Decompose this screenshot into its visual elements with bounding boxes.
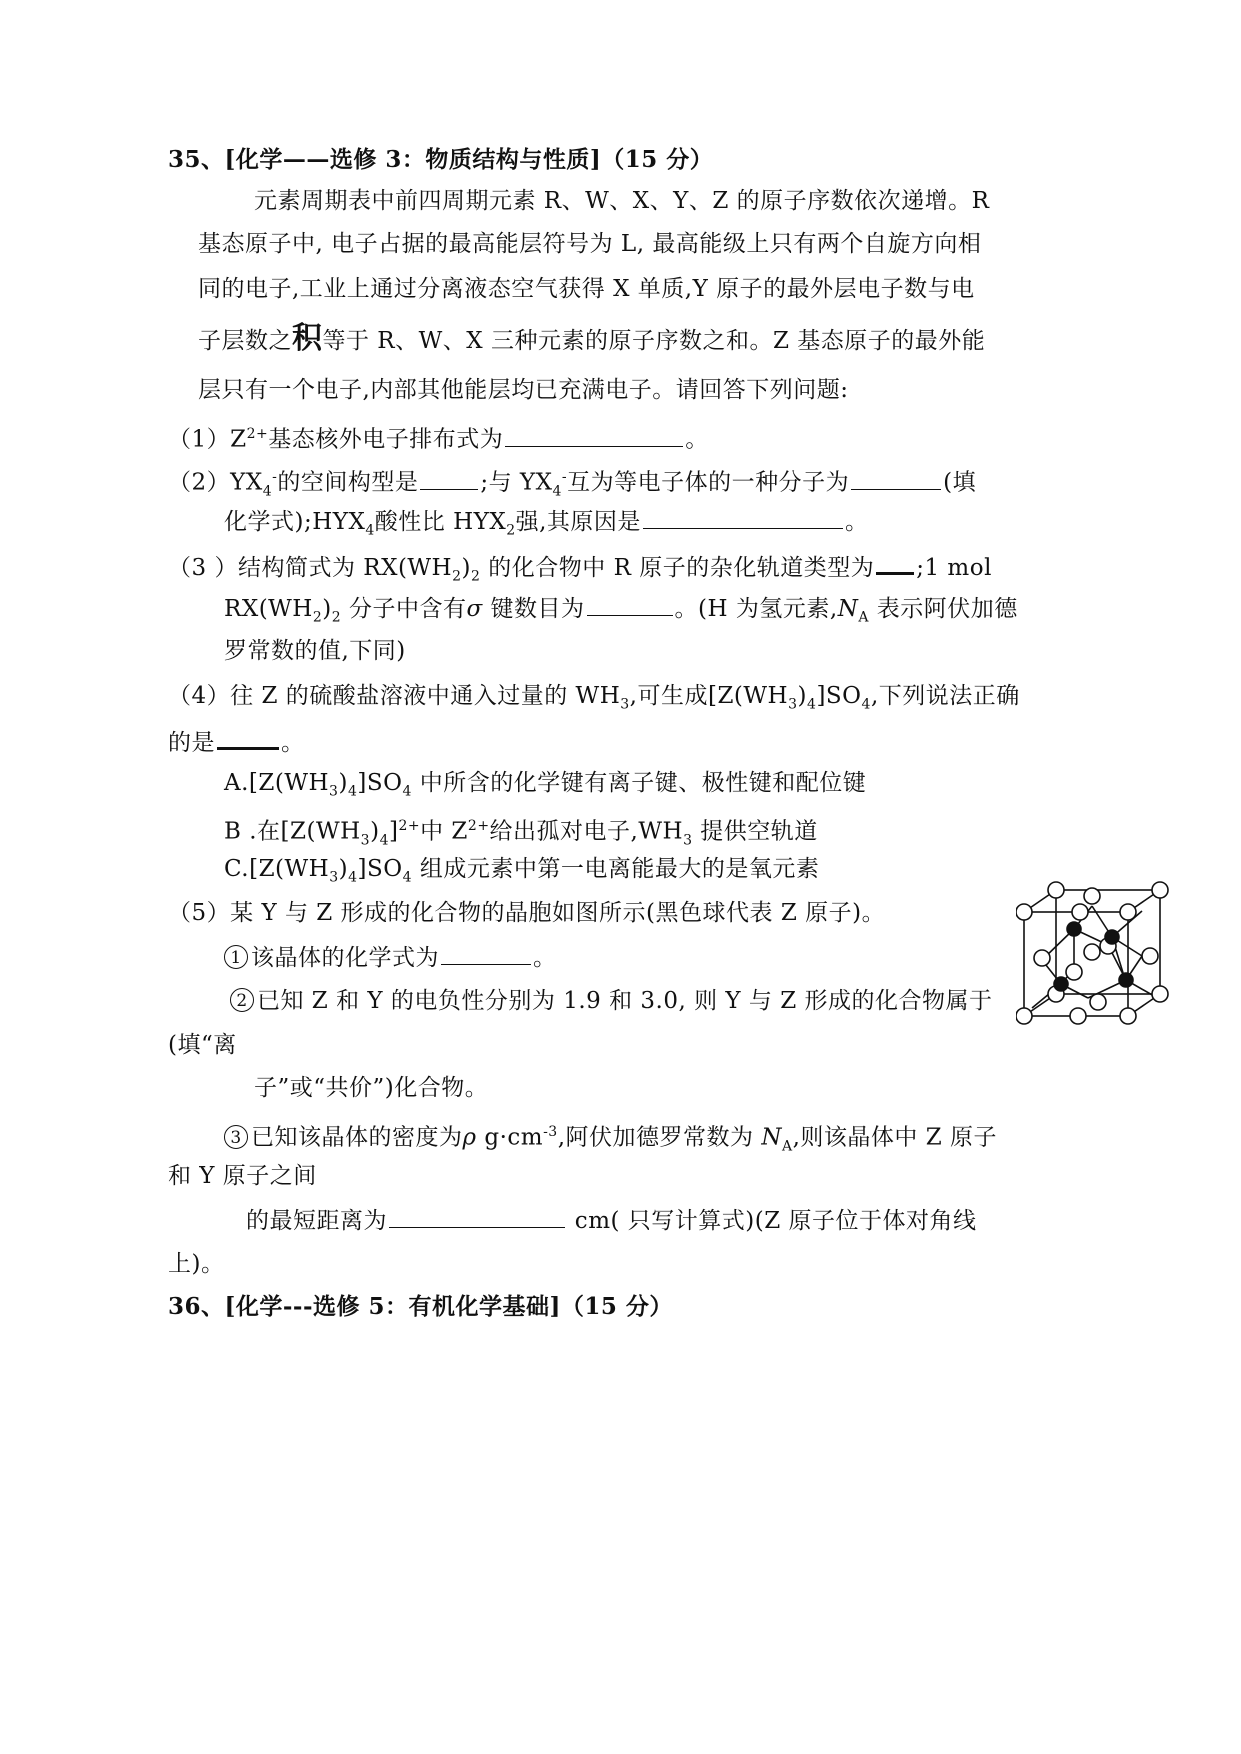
circled-number-1: 1 [224, 945, 248, 969]
answer-blank-2b[interactable] [851, 467, 941, 490]
answer-blank-2c[interactable] [643, 506, 843, 529]
part-5-sub-2-line-2: (填“离 [168, 1032, 237, 1058]
part-2-line-2: 化学式)$;HYX_4$酸性比 $HYX_2$强,其原因是 。 [224, 506, 868, 546]
intro-line-1: 元素周期表中前四周期元素 R、W、X、Y、Z 的原子序数依次递增。R [254, 188, 990, 214]
part-1: $(1)Z^{2+}$基态核外电子排布式为 。 [168, 419, 709, 455]
part-4-line-1: （4）往 Z 的硫酸盐溶液中通入过量的 $WH_3$,可生成$[Z(WH_3)_4]SO_4$,下列说法正确 [168, 683, 1020, 713]
answer-blank-5a[interactable] [441, 942, 531, 965]
question-35-title: 35、[化学——选修 3：物质结构与性质]（15 分） [168, 146, 714, 173]
part-5-sub-2-line-3: 子”或“共价”)化合物。 [254, 1075, 489, 1101]
answer-blank-4[interactable] [217, 725, 279, 750]
part-2-line-1: $(2)YX_4^-$的空间构型是 ;与 $YX_4^-$互为等电子体的一种分子为 (填 [168, 462, 976, 506]
answer-blank-1[interactable] [505, 424, 683, 447]
part-3-line-1: （3 ）结构简式为 $RX(WH_2)_2$ 的化合物中 R 原子的杂化轨道类型为 ;1 mol [168, 550, 992, 592]
question-36-title: 36、[化学---选修 5：有机化学基础]（15 分） [168, 1293, 673, 1320]
crystal-cell-figure [1016, 880, 1174, 1030]
answer-blank-3b[interactable] [587, 593, 673, 616]
circled-number-2: 2 [230, 988, 254, 1012]
part-5-sub-3-line-2: 和 Y 原子之间 [168, 1163, 317, 1189]
part-5-sub-1: 1 该晶体的化学式为 。 [224, 942, 557, 973]
part-5-sub-2: 2 已知 Z 和 Y 的电负性分别为 1.9 和 3.0, 则 Y 与 Z 形成的化合物属于 [230, 986, 993, 1016]
intro-line-5: 层只有一个电子,内部其他能层均已充满电子。请回答下列问题: [198, 377, 849, 403]
part-5-sub-3-line-3: 的最短距离为 cm( 只写计算式)(Z 原子位于体对角线 [246, 1205, 977, 1236]
intro-line-3: 同的电子,工业上通过分离液态空气获得 X 单质,Y 原子的最外层电子数与电 [198, 276, 975, 302]
answer-blank-5c[interactable] [389, 1205, 565, 1228]
answer-blank-2a[interactable] [420, 467, 478, 490]
part-3-line-2: $RX(WH_2)_2$ 分子中含有σ 键数目为 。(H 为氢元素$,N_A$ 表示阿伏加德 [224, 593, 1018, 633]
answer-blank-3a[interactable] [876, 550, 914, 575]
part-3-line-3: 罗常数的值,下同) [224, 638, 406, 664]
option-b: B .在$[Z(WH_3)_4]^{2+}$中 $Z^{2+}$给出孤对电子$,WH_3$ 提供空轨道 [224, 818, 818, 849]
part-5-sub-3-line-4: 上)。 [168, 1251, 225, 1277]
part-5-sub-3: 3 已知该晶体的密度为ρ $g\cdot cm^{-3}$,阿伏加德罗常数为 $N_A$,则该晶体中 Z 原子 [224, 1117, 997, 1161]
part-5-line-1: （5）某 Y 与 Z 形成的化合物的晶胞如图所示(黑色球代表 Z 原子)。 [168, 900, 886, 926]
circled-number-3: 3 [224, 1125, 248, 1149]
part-4-line-2: 的是 。 [168, 725, 305, 758]
option-a: $A.[Z(WH_3)_4]SO_4$ 中所含的化学键有离子键、极性键和配位键 [224, 770, 867, 800]
intro-line-4: 子层数之积等于 R、W、X 三种元素的原子序数之和。Z 基态原子的最外能 [198, 321, 986, 356]
intro-line-2: 基态原子中, 电子占据的最高能层符号为 L, 最高能级上只有两个自旋方向相 [198, 231, 982, 257]
option-c: $C.[Z(WH_3)_4]SO_4$ 组成元素中第一电离能最大的是氧元素 [224, 856, 820, 886]
